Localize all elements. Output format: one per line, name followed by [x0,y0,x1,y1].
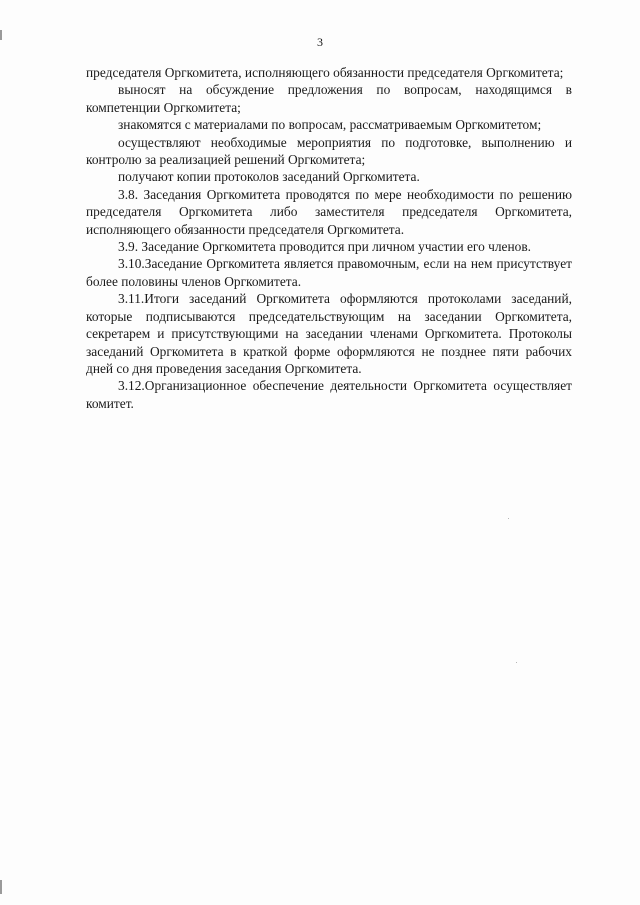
document-body [86,64,572,412]
page-number: 3 [317,35,323,49]
paragraph: знакомятся с материалами по вопросам, рассматриваемым Оргкомитетом; [118,117,542,133]
scan-speck [508,518,509,519]
paragraph: выносят на обсуждение предложения по вопросам, находящимся в компетенции Оргкомитета; [86,82,572,115]
paragraph: осуществляют необходимые мероприятия по подготовке, выполнению и контролю за реализацией решений Оргкомитета; [86,134,572,168]
paragraph: получают копии протоколов заседаний Оргкомитета. [118,169,420,185]
paragraph: 3.10.Заседание Оргкомитета является правомочным, если на нем присутствует более половины членов Оргкомитета. [86,256,572,289]
scan-speck [516,662,517,663]
paragraph: 3.9. Заседание Оргкомитета проводится при личном участии его членов. [118,239,532,255]
paragraph: председателя Оргкомитета, исполняющего обязанности председателя Оргкомитета; [86,65,564,80]
paragraph: 3.8. Заседания Оргкомитета проводятся по мере необходимости по решению председателя Оргкомитета либо заместителя председателя Оргкомитета, исполняющего обязанности председателя Оргкомитета. [86,186,572,237]
paragraph: 3.11.Итоги заседаний Оргкомитета оформляются протоколами заседаний, которые подписываются председательствующим на заседании Оргкомитета, секретарем и присутствующими на заседании членами Оргкомитета. Протоколы заседаний Оргкомитета в краткой форме оформляются не позднее пяти рабочих дней со дня проведения заседания Оргкомитета. [86,291,572,376]
paragraph: 3.12.Организационное обеспечение деятельности Оргкомитета осуществляет комитет. [86,378,572,411]
scan-edge-mark [0,880,2,894]
